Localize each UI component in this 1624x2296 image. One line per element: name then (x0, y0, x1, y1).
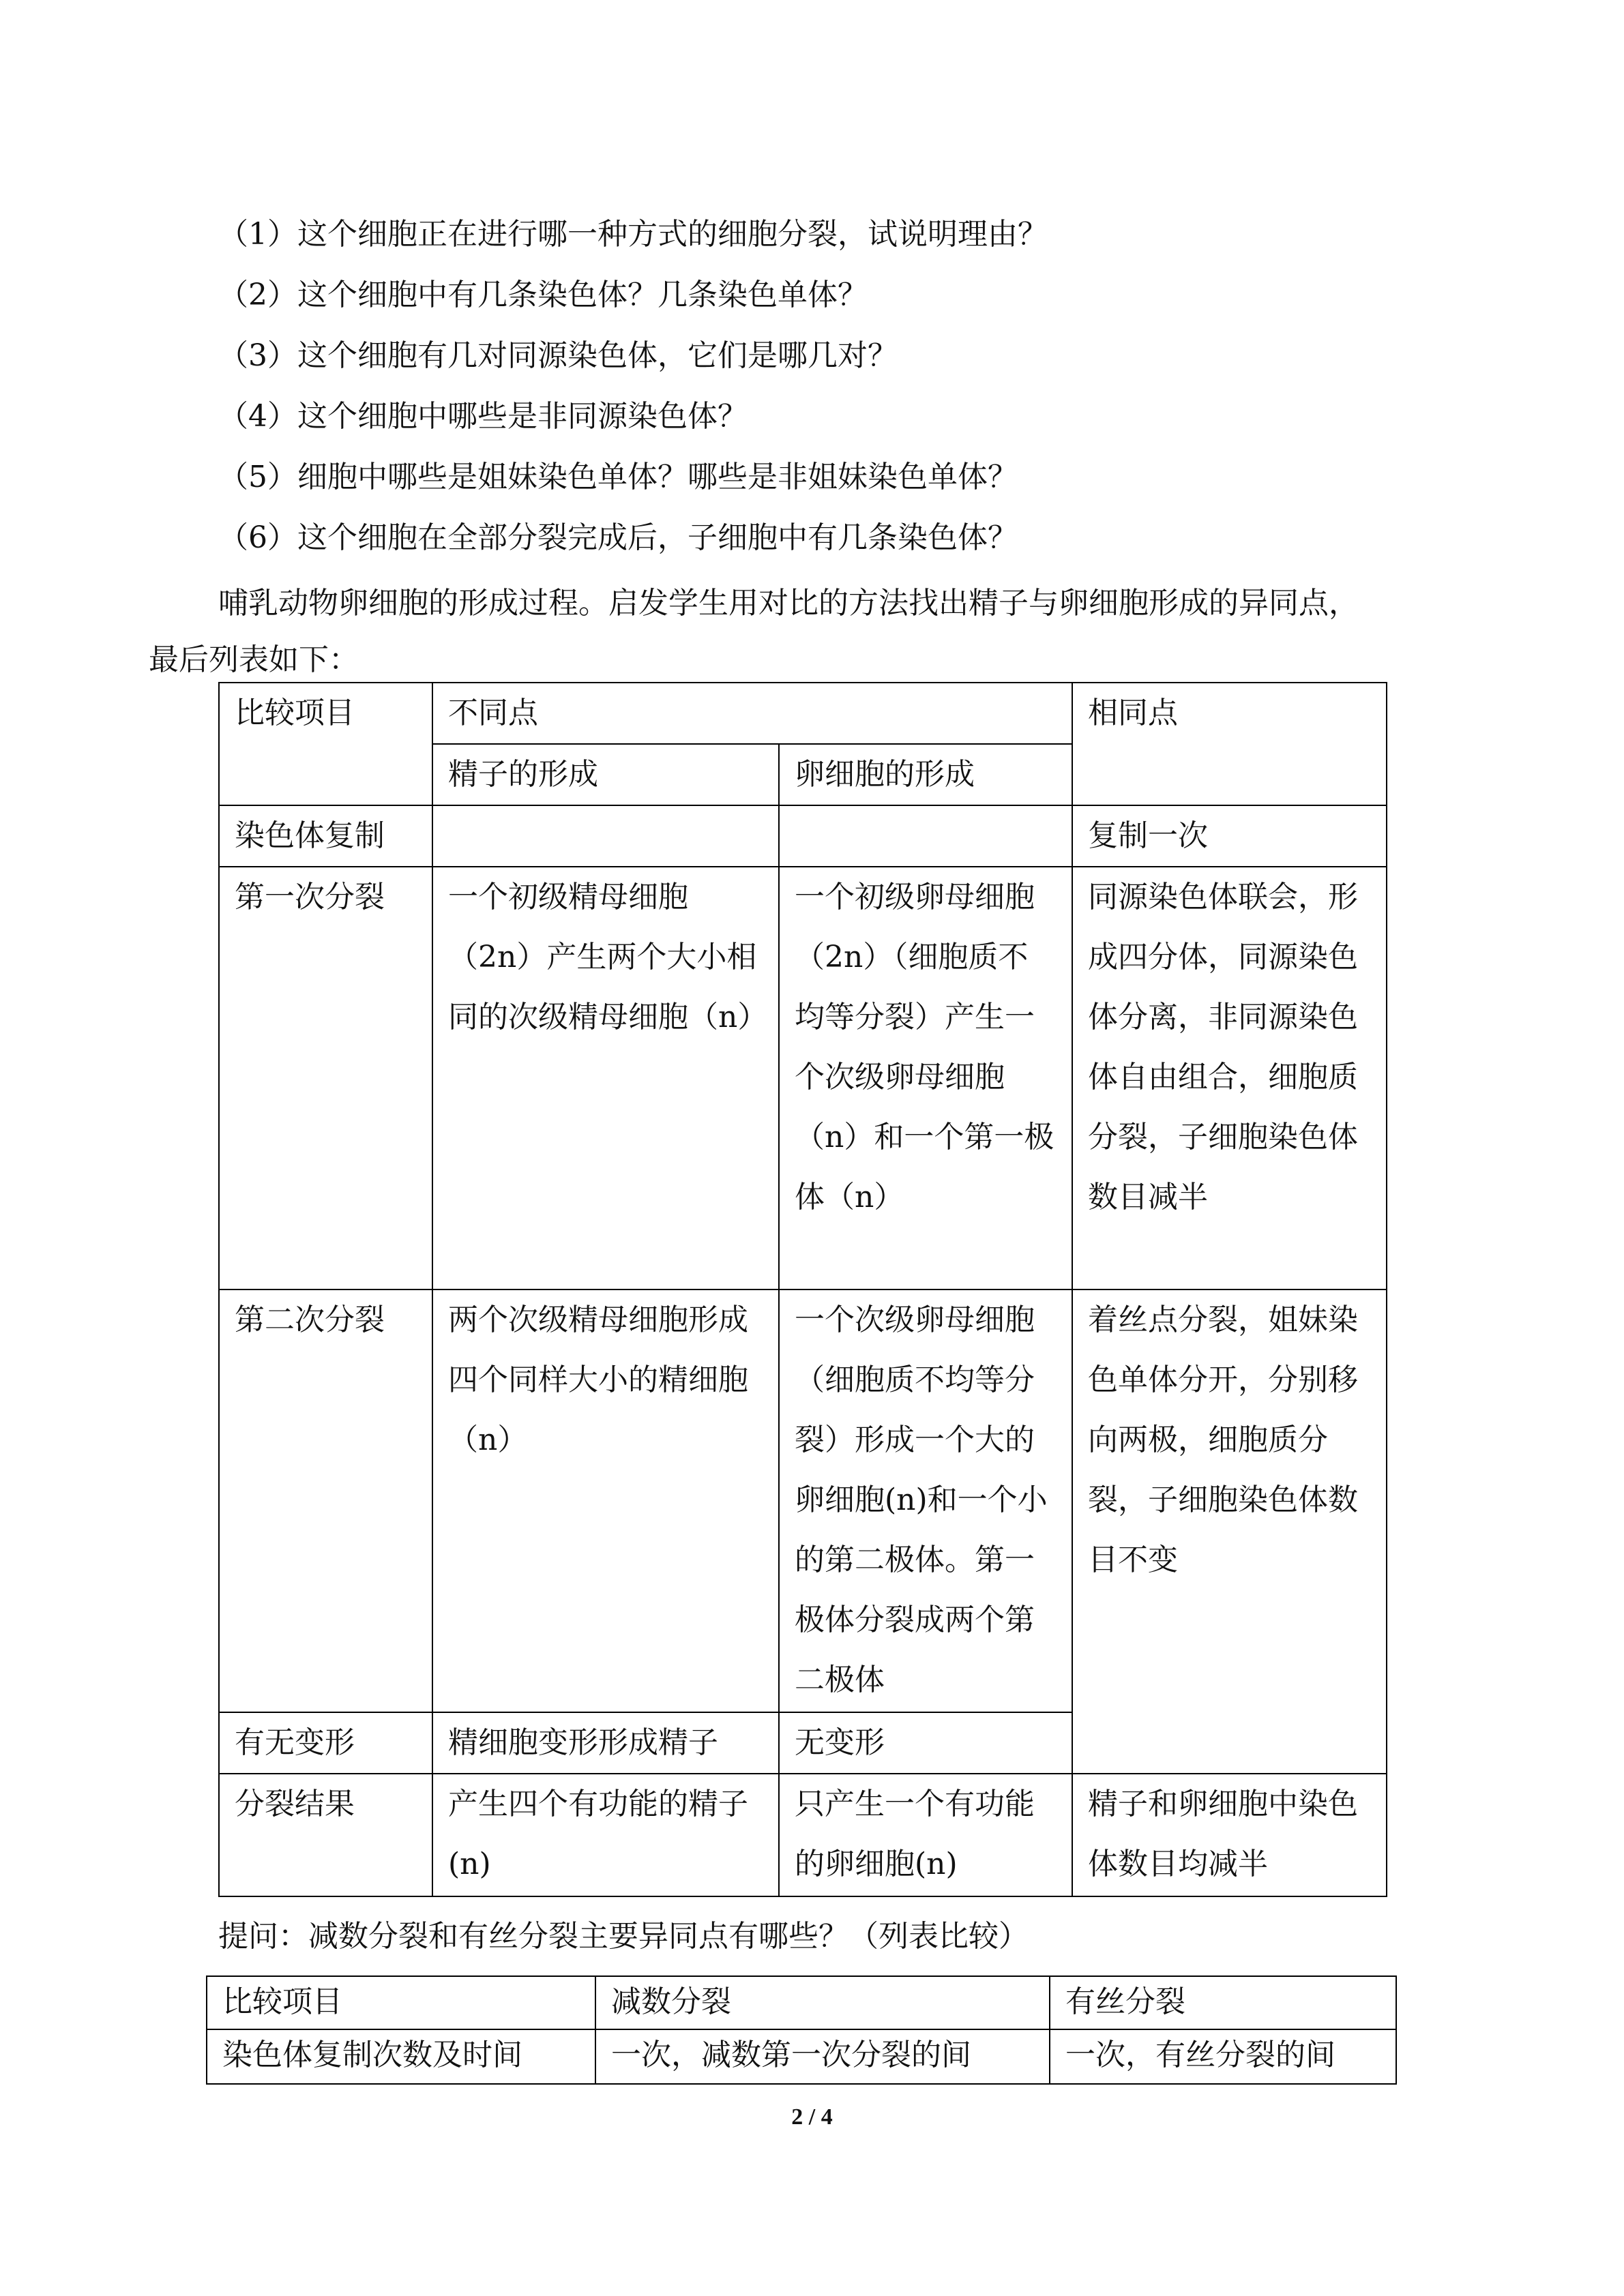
row-sperm: 精细胞变形形成精子 (432, 1712, 779, 1774)
header-item: 比较项目 (219, 683, 432, 805)
table-row (219, 867, 1387, 1289)
table-row (219, 1289, 1387, 1712)
table-row (219, 805, 1387, 867)
intro-paragraph-line-2: 最后列表如下： (149, 642, 359, 677)
header-item: 比较项目 (207, 1976, 595, 2029)
question-6: （6）这个细胞在全部分裂完成后，子细胞中有几条染色体？ (218, 520, 1018, 555)
row-sperm (432, 805, 779, 867)
row-item: 染色体复制次数及时间 (207, 2029, 595, 2084)
row-item: 第一次分裂 (219, 867, 432, 1289)
row-item: 第二次分裂 (219, 1289, 432, 1712)
row-sperm: 产生四个有功能的精子(n) (432, 1774, 779, 1896)
header-egg-formation: 卵细胞的形成 (779, 744, 1072, 805)
row-same: 着丝点分裂，姐妹染色单体分开，分别移向两极，细胞质分裂，子细胞染色体数目不变 (1072, 1289, 1387, 1774)
row-mitosis: 一次，有丝分裂的间 (1050, 2029, 1396, 2084)
row-egg: 一个次级卵母细胞（细胞质不均等分裂）形成一个大的卵细胞(n)和一个小的第二极体。第一极体分裂成两个第二极体 (779, 1289, 1072, 1712)
intro-paragraph-line-1: 哺乳动物卵细胞的形成过程。启发学生用对比的方法找出精子与卵细胞形成的异同点， (218, 586, 1359, 621)
table-row (207, 2029, 1396, 2084)
table-row (219, 1774, 1387, 1896)
row-egg: 只产生一个有功能的卵细胞(n) (779, 1774, 1072, 1896)
row-same: 精子和卵细胞中染色体数目均减半 (1072, 1774, 1387, 1896)
comparison-table-sperm-egg (218, 682, 1387, 1897)
row-item: 分裂结果 (219, 1774, 432, 1896)
row-egg: 一个初级卵母细胞（2n）（细胞质不均等分裂）产生一个次级卵母细胞（n）和一个第一极体（n） (779, 867, 1072, 1289)
row-meiosis: 一次，减数第一次分裂的间 (595, 2029, 1050, 2084)
header-differences: 不同点 (432, 683, 1072, 744)
page-number: 2 / 4 (791, 2104, 833, 2130)
question-3: （3）这个细胞有几对同源染色体，它们是哪几对？ (218, 338, 898, 373)
question-5: （5）细胞中哪些是姐妹染色单体？哪些是非姐妹染色单体？ (218, 460, 1018, 494)
header-mitosis: 有丝分裂 (1050, 1976, 1396, 2029)
row-same: 同源染色体联会，形成四分体，同源染色体分离，非同源染色体自由组合，细胞质分裂，子细胞染色体数目减半 (1072, 867, 1387, 1289)
header-sperm-formation: 精子的形成 (432, 744, 779, 805)
question-1: （1）这个细胞正在进行哪一种方式的细胞分裂，试说明理由？ (218, 217, 1048, 252)
row-same: 复制一次 (1072, 805, 1387, 867)
row-item: 有无变形 (219, 1712, 432, 1774)
question-4: （4）这个细胞中哪些是非同源染色体？ (218, 399, 748, 434)
row-egg: 无变形 (779, 1712, 1072, 1774)
row-sperm: 一个初级精母细胞（2n）产生两个大小相同的次级精母细胞（n） (432, 867, 779, 1289)
header-meiosis: 减数分裂 (595, 1976, 1050, 2029)
row-item: 染色体复制 (219, 805, 432, 867)
comparison-table-meiosis-mitosis (206, 1976, 1397, 2085)
header-similarities: 相同点 (1072, 683, 1387, 805)
row-egg (779, 805, 1072, 867)
row-sperm: 两个次级精母细胞形成四个同样大小的精细胞（n） (432, 1289, 779, 1712)
question-2: （2）这个细胞中有几条染色体？几条染色单体？ (218, 278, 868, 312)
question-comparison: 提问：减数分裂和有丝分裂主要异同点有哪些？（列表比较） (218, 1919, 1029, 1954)
